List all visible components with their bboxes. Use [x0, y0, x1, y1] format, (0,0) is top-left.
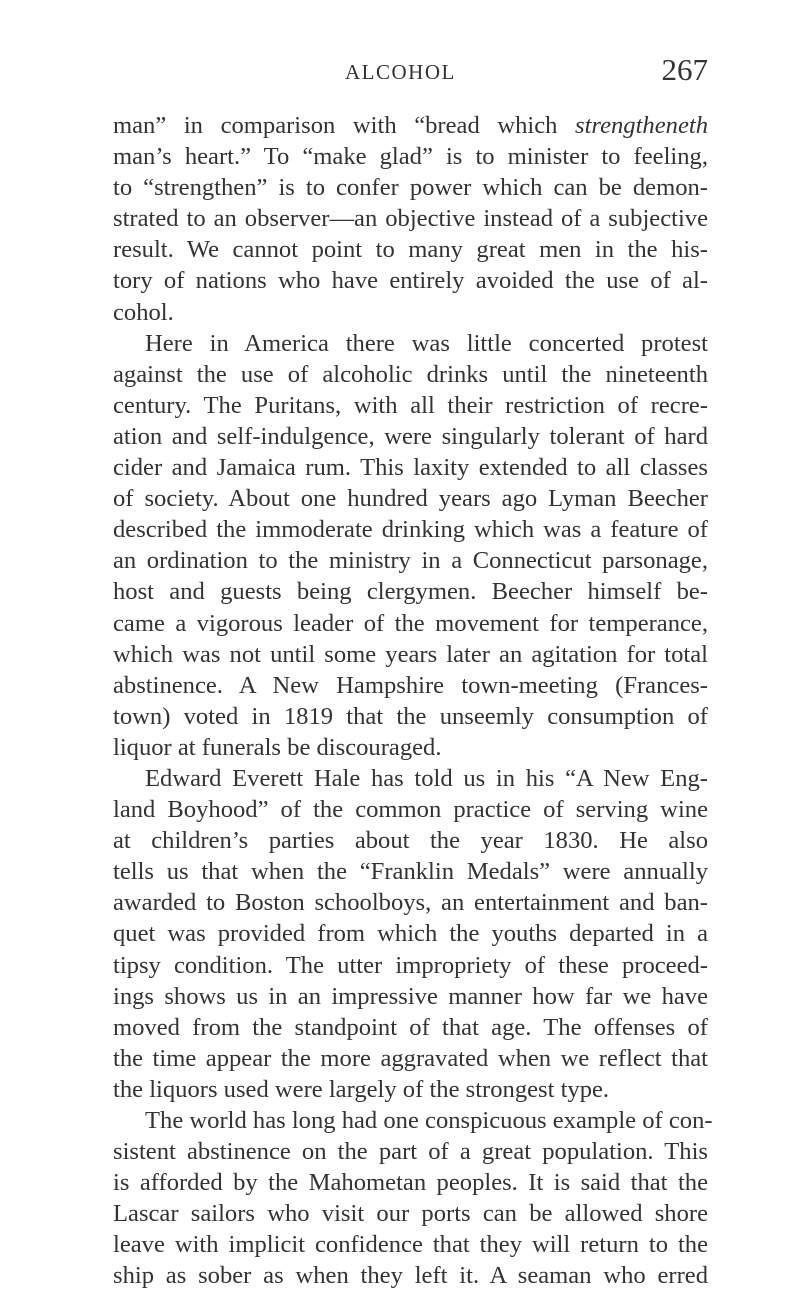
text-line: tells us that when the “Franklin Medals” were annually	[113, 858, 708, 886]
text-line: the time appear the more aggravated when we reflect that	[113, 1044, 708, 1072]
text-line: an ordination to the ministry in a Connecticut parsonage,	[113, 547, 708, 575]
running-title: ALCOHOL	[345, 60, 456, 84]
italic-word: strengtheneth	[575, 112, 708, 139]
paragraph-1	[113, 110, 708, 328]
text-line: strated to an observer—an objective instead of a subjective	[113, 205, 708, 233]
text-line: moved from the standpoint of that age. The offenses of	[113, 1013, 708, 1041]
text-line: ings shows us in an impressive manner how far we have	[113, 982, 708, 1010]
paragraph-4	[113, 1105, 713, 1292]
text-line: the liquors used were largely of the strongest type.	[113, 1075, 610, 1103]
body-text	[113, 110, 713, 1292]
text-line: Lascar sailors who visit our ports can be allowed shore	[113, 1200, 708, 1228]
text-line	[113, 110, 708, 141]
text-line: to “strengthen” is to confer power which can be demon-	[113, 174, 708, 202]
text-line: Here in America there was little concerted protest	[145, 329, 708, 357]
text-line: at children’s parties about the year 1830. He also	[113, 827, 708, 855]
text-line: quet was provided from which the youths departed in a	[113, 920, 708, 948]
text-line: of society. About one hundred years ago Lyman Beecher	[113, 485, 708, 513]
paragraph-3	[113, 763, 708, 1105]
text-line: tipsy condition. The utter impropriety of these proceed-	[113, 951, 708, 979]
text-line: result. We cannot point to many great men in the his-	[113, 236, 708, 264]
text-line: came a vigorous leader of the movement for temperance,	[113, 609, 708, 637]
text-line: tory of nations who have entirely avoided the use of al-	[113, 267, 708, 295]
text-line: cider and Jamaica rum. This laxity extended to all classes	[113, 454, 708, 482]
text-line: town) voted in 1819 that the unseemly consumption of	[113, 702, 708, 730]
paragraph-2	[113, 328, 708, 763]
text-line: is afforded by the Mahometan peoples. It is said that the	[113, 1169, 708, 1197]
text-line: ship as sober as when they left it. A seaman who erred	[113, 1262, 708, 1290]
text-line: man’s heart.” To “make glad” is to minister to feeling,	[113, 143, 708, 171]
running-head	[113, 52, 708, 92]
text-line: awarded to Boston schoolboys, an entertainment and ban-	[113, 889, 708, 917]
text-line: which was not until some years later an agitation for total	[113, 640, 708, 668]
text-line: ation and self-indulgence, were singularly tolerant of hard	[113, 422, 708, 450]
text-line: abstinence. A New Hampshire town-meeting (Frances-	[113, 671, 708, 699]
text-line: Edward Everett Hale has told us in his “A New Eng-	[145, 764, 708, 792]
text-line: sistent abstinence on the part of a great population. This	[113, 1138, 708, 1166]
page-number: 267	[661, 52, 708, 87]
text-line: The world has long had one conspicuous example of con-	[145, 1107, 713, 1134]
text-line: against the use of alcoholic drinks until the nineteenth	[113, 360, 708, 388]
text-line: liquor at funerals be discouraged.	[113, 733, 442, 761]
text-line: cohol.	[113, 298, 174, 326]
text-line-part: man” in comparison with “bread which	[113, 112, 576, 139]
text-line: host and guests being clergymen. Beecher himself be-	[113, 578, 708, 606]
text-line: century. The Puritans, with all their restriction of recre-	[113, 391, 708, 419]
text-line: land Boyhood” of the common practice of serving wine	[113, 796, 708, 824]
text-line: described the immoderate drinking which was a feature of	[113, 516, 708, 544]
text-line: leave with implicit confidence that they will return to the	[113, 1231, 708, 1259]
